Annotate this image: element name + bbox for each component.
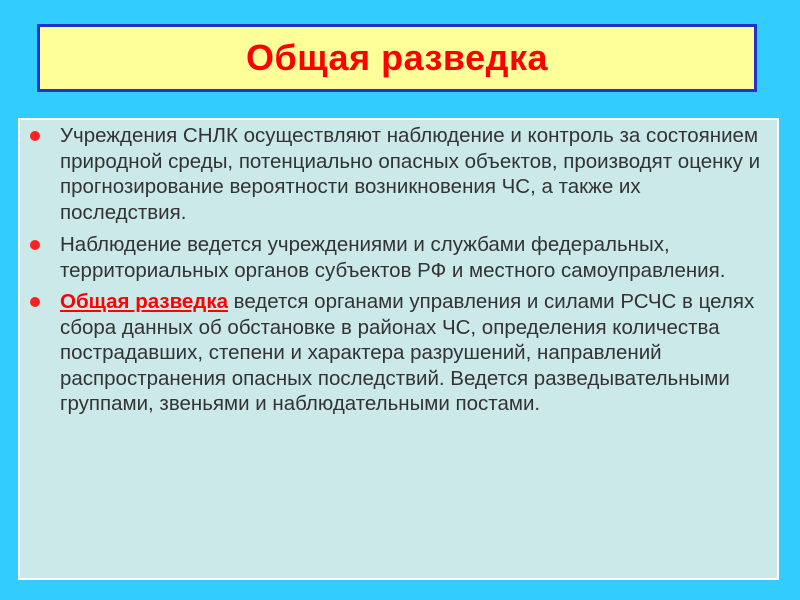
content-box — [18, 118, 779, 580]
bullet-text-2: Наблюдение ведется учреждениями и службами федеральных, территориальных органов субъектов РФ и местного самоуправления. — [60, 233, 726, 282]
bullet-item-2 — [26, 232, 763, 283]
bullet-list — [26, 123, 763, 417]
bullet-dot-icon — [30, 131, 40, 141]
bullet-item-3 — [26, 289, 763, 417]
bullet-dot-icon — [30, 240, 40, 250]
bullet-text-3: ведется органами управления и силами РСЧС в целях сбора данных об обстановке в районах ЧС, определения количества пострадавших, степени и характера разрушений, направлений распространения опасных последствий. Ведется разведывательными группами, звеньями и наблюдательными постами. — [60, 290, 755, 415]
bullet-dot-icon — [30, 297, 40, 307]
slide-title: Общая разведка — [246, 37, 548, 78]
title-box — [37, 24, 757, 92]
bullet-item-1 — [26, 123, 763, 225]
bullet-text-1: Учреждения СНЛК осуществляют наблюдение и контроль за состоянием природной среды, потенциально опасных объектов, производят оценку и прогнозирование вероятности возникновения ЧС, а также их последствия. — [60, 124, 761, 224]
highlighted-term: Общая разведка — [60, 290, 228, 313]
